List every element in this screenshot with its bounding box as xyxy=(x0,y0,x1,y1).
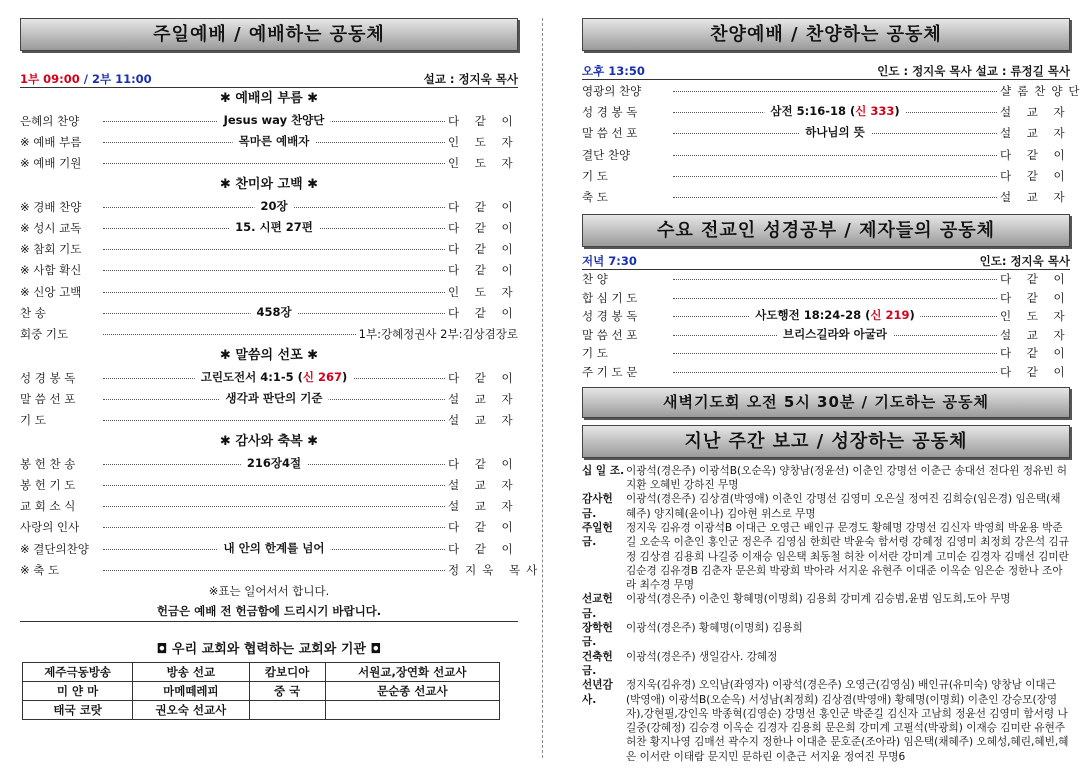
report-entry xyxy=(582,492,1070,521)
hymn-number: 신 219 xyxy=(870,308,910,323)
order-item-label: 결단 찬양 xyxy=(582,147,631,162)
order-item-leader: 설 교 자 xyxy=(448,391,519,406)
order-item-leader: 다 같 이 xyxy=(448,456,519,471)
order-item-content: 하나님의 뜻 xyxy=(799,124,871,140)
dot-leader xyxy=(673,352,997,354)
dot-leader xyxy=(103,419,445,421)
weekly-report-banner: 지난 주간 보고 / 성장하는 공동체 xyxy=(582,425,1070,458)
partner-cell: 권오숙 선교사 xyxy=(133,700,249,719)
report-label: 감사헌금. xyxy=(582,493,613,520)
order-item-content: 목마른 예배자 xyxy=(233,133,316,149)
order-item-label: 말 씀 선 포 xyxy=(20,391,76,406)
order-item-label: 주 기 도 문 xyxy=(582,364,638,379)
partner-cell: 미 얀 마 xyxy=(23,681,133,700)
order-item-leader: 인 도 자 xyxy=(448,284,519,299)
dot-leader xyxy=(673,125,997,140)
order-item-label: 성 경 봉 독 xyxy=(582,309,638,324)
order-item-leader: 1부:강혜정권사 2부:김상겸장로 xyxy=(358,327,518,342)
order-item-label: 성 경 봉 독 xyxy=(20,370,76,385)
report-entry xyxy=(582,521,1070,592)
dot-leader xyxy=(673,103,997,118)
wednesday-study-banner: 수요 전교인 성경공부 / 제자들의 공동체 xyxy=(582,214,1070,247)
report-label: 주일헌금. xyxy=(582,521,613,549)
order-item-label: ※ 축 도 xyxy=(20,562,60,577)
partner-row xyxy=(23,662,500,681)
partner-cell: 서원교,장연화 선교사 xyxy=(325,662,499,681)
dot-leader xyxy=(103,112,445,127)
order-of-worship xyxy=(20,88,544,581)
order-item-content: 458장 xyxy=(250,304,297,320)
order-item-leader: 샬롬찬양단 xyxy=(1000,83,1086,98)
order-item-leader: 다 같 이 xyxy=(448,306,519,321)
order-item-content: 20장 xyxy=(254,198,293,214)
report-entry xyxy=(582,650,1070,679)
order-item-leader: 정지욱 목사 xyxy=(448,562,544,577)
hymn-number: 신 267 xyxy=(302,369,343,384)
second-service-time: 2부 11:00 xyxy=(91,72,152,86)
dawn-prayer-banner: 새벽기도회 오전 5시 30분 / 기도하는 공동체 xyxy=(582,387,1070,418)
order-item-label: 사랑의 인사 xyxy=(20,520,80,535)
section-title: ✱ 감사와 축복 ✱ xyxy=(219,433,319,449)
order-item-label: 회중 기도 xyxy=(20,327,69,342)
order-row xyxy=(20,538,518,559)
order-item-content: 216장4절 xyxy=(241,455,307,471)
order-row xyxy=(20,260,518,281)
report-names: 이광석(경은주) 생일감사. 강혜정 xyxy=(626,650,778,663)
report-label: 건축헌금. xyxy=(582,650,613,677)
dot-leader xyxy=(103,540,445,555)
order-item-label: ※ 결단의찬양 xyxy=(20,541,89,556)
order-item-leader: 인 도 자 xyxy=(448,134,519,149)
order-item-label: ※ 참회 기도 xyxy=(20,242,82,257)
partner-cell: 방송 선교 xyxy=(133,662,249,681)
order-item-leader: 다 같 이 xyxy=(448,113,519,128)
dot-leader xyxy=(103,484,445,486)
afternoon-leaders: 인도 : 정지욱 목사 설교 : 류정길 목사 xyxy=(877,64,1070,78)
order-item-label: 영광의 찬양 xyxy=(582,83,642,98)
wednesday-meta xyxy=(582,251,1070,270)
dot-leader xyxy=(103,505,445,507)
order-item-label: 말 씀 선 포 xyxy=(582,327,638,342)
report-entry xyxy=(582,464,1070,493)
order-item-leader: 다 같 이 xyxy=(1000,290,1071,305)
first-service-time: 1부 09:00 xyxy=(20,72,80,86)
order-item-leader: 다 같 이 xyxy=(448,370,519,385)
order-item-leader: 설 교 자 xyxy=(1000,190,1071,205)
report-names: 이광석(경은주) 이광석B(오순옥) 양창남(정윤선) 이춘인 강명선 이춘근 송대선 전다윈 정유빈 허지환 오혜빈 강하진 무명 xyxy=(626,464,1068,492)
time-separator: / xyxy=(83,72,88,86)
dot-leader xyxy=(103,219,445,234)
order-row xyxy=(582,344,1070,363)
offering-note: 헌금은 예배 전 헌금함에 드리시기 바랍니다. xyxy=(20,601,518,622)
dot-leader xyxy=(103,305,445,320)
dot-leader xyxy=(103,198,445,213)
dot-leader xyxy=(103,526,445,528)
dot-leader xyxy=(103,269,445,271)
order-item-label: 말 씀 선 포 xyxy=(582,126,638,141)
dot-leader xyxy=(673,154,997,156)
order-item-leader: 다 같 이 xyxy=(1000,364,1071,379)
order-row xyxy=(20,367,518,388)
partner-cell: 캄보디아 xyxy=(249,662,325,681)
order-item-leader: 다 같 이 xyxy=(448,242,519,257)
order-row xyxy=(20,217,518,238)
order-item-label: 은혜의 찬양 xyxy=(20,113,80,128)
order-item-leader: 설 교 자 xyxy=(1000,104,1071,119)
dot-leader xyxy=(103,162,445,164)
order-item-leader: 다 같 이 xyxy=(448,541,519,556)
standing-note: ※표는 일어서서 합니다. xyxy=(208,583,330,598)
sermon-preacher: 설교 : 정지욱 목사 xyxy=(423,72,518,86)
order-row xyxy=(582,186,1070,207)
order-row xyxy=(20,410,518,431)
order-item-content: 브리스길라와 아굴라 xyxy=(777,326,893,342)
order-item-label: 축 도 xyxy=(582,190,608,205)
wednesday-time: 저녁 7:30 xyxy=(582,253,637,268)
order-item-content: 생각과 판단의 기준 xyxy=(220,390,329,406)
afternoon-meta xyxy=(582,61,1070,80)
dot-leader xyxy=(103,369,445,384)
report-entry xyxy=(582,592,1070,621)
order-item-content: Jesus way 찬양단 xyxy=(218,112,331,128)
order-item-label: 찬 양 xyxy=(582,272,608,287)
report-names: 이광석(경은주) 이춘인 황혜명(이명희) 김용희 강미계 김승범,윤범 임도희,도아 무명 xyxy=(626,593,1011,606)
order-item-leader: 설 교 자 xyxy=(448,477,519,492)
dot-leader xyxy=(103,133,445,148)
order-row xyxy=(20,238,518,259)
order-row xyxy=(20,196,518,217)
wednesday-leader: 인도: 정지욱 목사 xyxy=(979,253,1070,268)
dot-leader xyxy=(103,291,445,293)
section-title: ✱ 찬미와 고백 ✱ xyxy=(219,176,319,192)
report-label: 선교헌금. xyxy=(582,593,613,620)
order-row xyxy=(20,495,518,516)
order-item-label: 합 심 기 도 xyxy=(582,290,638,305)
partner-cell xyxy=(325,700,499,719)
dot-leader xyxy=(103,455,445,470)
order-item-content: 내 안의 한계를 넘어 xyxy=(218,540,331,556)
partner-cell: 제주극동방송 xyxy=(23,662,133,681)
order-row xyxy=(20,517,518,538)
order-row xyxy=(20,474,518,495)
order-item-leader: 설 교 자 xyxy=(448,499,519,514)
dot-leader xyxy=(673,196,997,198)
order-item-leader: 다 같 이 xyxy=(1000,147,1071,162)
order-item-label: ※ 신앙 고백 xyxy=(20,284,82,299)
order-row xyxy=(582,288,1070,307)
order-row xyxy=(20,281,518,302)
partners-title: ◘ 우리 교회와 협력하는 교회와 기관 ◘ xyxy=(156,641,382,657)
order-row xyxy=(582,325,1070,344)
order-item-label: 기 도 xyxy=(20,413,46,428)
report-names: 이광석(경은주) 황혜명(이명희) 김용희 xyxy=(626,622,803,635)
dot-leader xyxy=(673,308,997,323)
service-meta xyxy=(20,69,518,88)
right-column xyxy=(582,18,1086,764)
order-item-label: 기 도 xyxy=(582,346,608,361)
order-row xyxy=(582,101,1070,122)
dot-leader xyxy=(103,248,445,250)
order-item-leader: 설 교 자 xyxy=(1000,327,1071,342)
report-label: 선년감사. xyxy=(582,679,613,706)
order-item-label: 봉 헌 찬 송 xyxy=(20,456,76,471)
order-item-content: 삼전 5:16-18 (신 333) xyxy=(764,103,905,119)
order-item-leader: 설 교 자 xyxy=(448,413,519,428)
partner-row xyxy=(23,681,500,700)
order-item-label: ※ 경배 찬양 xyxy=(20,199,82,214)
order-row xyxy=(20,324,518,345)
order-item-leader: 다 같 이 xyxy=(448,199,519,214)
partner-cell: 마메떼레피 xyxy=(133,681,249,700)
report-label: 장학헌금. xyxy=(582,622,613,649)
dot-leader xyxy=(103,390,445,405)
partner-row xyxy=(23,700,500,719)
order-row xyxy=(582,362,1070,381)
service-times xyxy=(20,71,152,87)
section-title: ✱ 예배의 부름 ✱ xyxy=(219,91,319,106)
report-entry xyxy=(582,621,1070,650)
order-item-leader: 인 도 자 xyxy=(1000,309,1071,324)
order-row xyxy=(582,165,1070,186)
order-item-leader: 다 같 이 xyxy=(448,263,519,278)
partners-table xyxy=(22,662,500,720)
partner-cell: 문순종 선교사 xyxy=(325,681,499,700)
order-row xyxy=(582,80,1086,101)
order-row xyxy=(20,153,518,174)
afternoon-time: 오후 13:50 xyxy=(582,64,645,78)
dot-leader xyxy=(673,371,997,373)
order-row xyxy=(20,559,544,580)
order-item-label: 성 경 봉 독 xyxy=(582,104,638,119)
order-item-label: 교 회 소 식 xyxy=(20,499,76,514)
order-item-content: 고린도전서 4:1-5 (신 267) xyxy=(195,369,354,385)
order-item-content: 사도행전 18:24-28 (신 219) xyxy=(749,307,920,323)
order-item-leader: 인 도 자 xyxy=(448,156,519,171)
column-divider xyxy=(542,18,543,758)
weekly-report xyxy=(582,464,1070,764)
afternoon-service-banner: 찬양예배 / 찬양하는 공동체 xyxy=(582,18,1070,51)
order-row xyxy=(582,307,1070,326)
order-row xyxy=(20,302,518,323)
order-item-content: 15. 시편 27편 xyxy=(229,219,319,235)
section-title: ✱ 말씀의 선포 ✱ xyxy=(219,347,319,363)
report-names: 이광석(경은주) 김상겸(박영애) 이춘인 강명선 김영미 오은실 정여진 김희승(임은경) 임은택(채혜주) 양지혜(윤이나) 김아현 위스로 무명 xyxy=(626,493,1061,520)
dot-leader xyxy=(673,175,997,177)
order-item-label: ※ 사함 확신 xyxy=(20,263,82,278)
left-column xyxy=(20,18,544,720)
dot-leader xyxy=(673,90,997,92)
order-row xyxy=(582,144,1070,165)
order-item-leader: 다 같 이 xyxy=(448,220,519,235)
partner-cell xyxy=(249,700,325,719)
order-item-leader: 다 같 이 xyxy=(1000,168,1071,183)
hymn-number: 신 333 xyxy=(855,103,895,118)
dot-leader xyxy=(673,326,997,341)
order-row xyxy=(20,110,518,131)
order-item-label: 기 도 xyxy=(582,168,608,183)
order-item-label: ※ 성시 교독 xyxy=(20,220,82,235)
order-row xyxy=(20,388,518,409)
sunday-service-banner: 주일예배 / 예배하는 공동체 xyxy=(20,18,518,51)
order-row xyxy=(20,131,518,152)
order-item-label: ※ 예배 부름 xyxy=(20,134,82,149)
order-row xyxy=(582,270,1070,289)
order-item-leader: 다 같 이 xyxy=(448,520,519,535)
report-names: 정지욱(김유경) 오익남(좌영자) 이광석(경은주) 오영근(김영심) 배인규(유미숙) 양창남 이대근(박영애) 이광석B(오순옥) 서성남(최정희) 김상겸(박영애) 황혜명(이명희) 이춘인 강승모(장영자),강현필,강인옥 박종혁(김영순) 강명선 홍인군 박준길 김신자 고남희 정윤선 김영미 함서령 나길중(강혜정) 김승경 이옥순 김경자 김용희 문은희 강미계 고필석(박광희) 이재승 김미란 유현주 허찬 황지나영 김매선 곽수지 정한나 이대춘 문호준(조아라) 임은택(채혜주) 오혜성,혜린,혜빈,혜은 이서란 이태람 문지민 문하린 이춘근 서지윤 정여진 무명6 xyxy=(626,679,1069,763)
dot-leader xyxy=(103,569,445,571)
order-item-leader: 다 같 이 xyxy=(1000,346,1071,361)
report-names: 정지욱 김유경 이광석B 이대근 오영근 배인규 문경도 황혜명 강명선 김신자 박영희 박윤용 박준길 오순옥 이춘인 홍인군 정은주 김영심 한희란 박윤숙 함서령 강혜정 김영미 최정희 강은석 김규정 김상겸 김용희 나길중 이재승 임은택 최동철 허찬 이서란 강미계 고미순 김경자 김매선 김미란 김순경 김유경B 김춘자 문은희 박광희 박아라 서지운 유현주 이대준 이옥순 임은순 정한나 조아라 최수경 무명 xyxy=(626,521,1069,592)
afternoon-order xyxy=(582,80,1086,208)
report-label: 십 일 조. xyxy=(582,464,625,477)
order-item-label: ※ 예배 기원 xyxy=(20,156,82,171)
dot-leader xyxy=(103,333,356,335)
dot-leader xyxy=(673,278,997,280)
wednesday-order xyxy=(582,270,1070,381)
order-item-label: 찬 송 xyxy=(20,306,46,321)
partner-cell: 중 국 xyxy=(249,681,325,700)
order-item-leader: 다 같 이 xyxy=(1000,272,1071,287)
order-item-leader: 설 교 자 xyxy=(1000,126,1071,141)
order-row xyxy=(582,123,1070,144)
report-entry xyxy=(582,678,1070,764)
order-item-label: 봉 헌 기 도 xyxy=(20,477,76,492)
order-row xyxy=(20,453,518,474)
partner-cell: 태국 코랏 xyxy=(23,700,133,719)
dot-leader xyxy=(673,297,997,299)
